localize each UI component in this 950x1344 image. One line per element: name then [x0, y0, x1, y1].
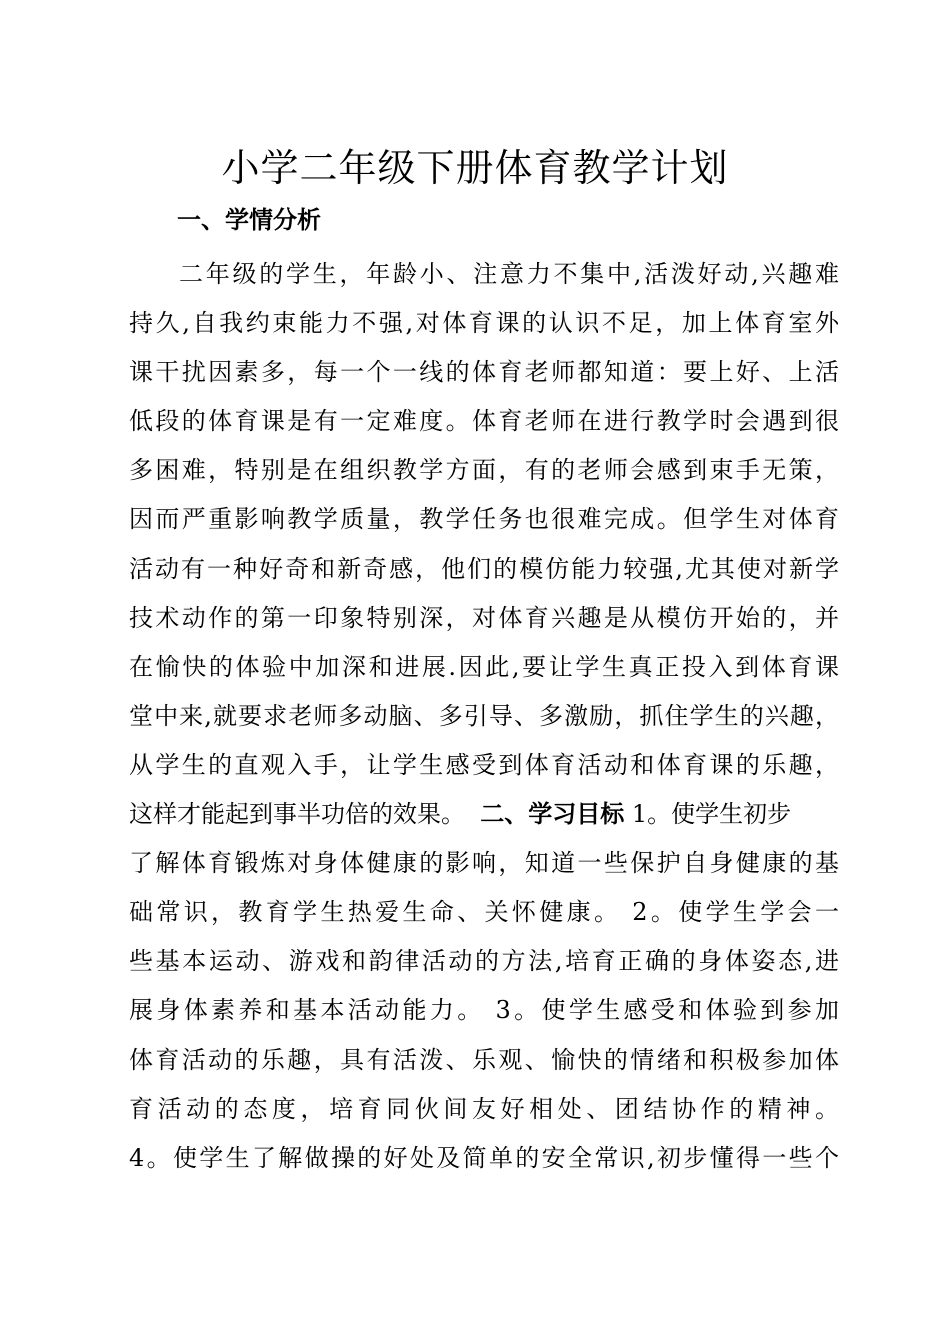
body-line: 4。使学生了解做操的好处及简单的安全常识,初步懂得一些个	[129, 1143, 839, 1172]
body-text: 1。使学生初步	[631, 800, 792, 829]
body-line: 活动有一种好奇和新奇感，他们的模仿能力较强,尤其使对新学	[129, 554, 839, 583]
document-body	[129, 250, 839, 1183]
body-text: 这样才能起到事半功倍的效果。	[129, 800, 465, 829]
body-line: 了解体育锻炼对身体健康的影响，知道一些保护自身健康的基	[129, 849, 839, 878]
section-heading-learning-analysis: 一、学情分析	[177, 206, 321, 234]
body-line: 体育活动的乐趣，具有活泼、乐观、愉快的情绪和积极参加体	[129, 1045, 839, 1074]
body-line: 础常识，教育学生热爱生命、关怀健康。 2。使学生学会一	[129, 898, 839, 927]
body-line: 在愉快的体验中加深和进展.因此,要让学生真正投入到体育课	[129, 652, 839, 681]
body-line: 技术动作的第一印象特别深，对体育兴趣是从模仿开始的，并	[129, 603, 839, 632]
body-line: 育活动的态度，培育同伙间友好相处、团结协作的精神。	[129, 1094, 839, 1123]
body-line: 持久,自我约束能力不强,对体育课的认识不足，加上体育室外	[129, 309, 839, 338]
body-line: 堂中来,就要求老师多动脑、多引导、多激励，抓住学生的兴趣，	[129, 701, 839, 730]
section-heading-learning-goals: 二、学习目标	[480, 800, 625, 829]
body-line: 二年级的学生，年龄小、注意力不集中,活泼好动,兴趣难	[179, 260, 839, 288]
document-title: 小学二年级下册体育教学计划	[221, 146, 729, 190]
body-line: 课干扰因素多，每一个一线的体育老师都知道：要上好、上活	[129, 358, 839, 387]
body-line: 从学生的直观入手，让学生感受到体育活动和体育课的乐趣，	[129, 750, 839, 779]
body-line: 低段的体育课是有一定难度。体育老师在进行教学时会遇到很	[129, 407, 839, 436]
body-line: 因而严重影响教学质量，教学任务也很难完成。但学生对体育	[129, 505, 839, 534]
body-line: 展身体素养和基本活动能力。 3。使学生感受和体验到参加	[129, 996, 839, 1025]
body-line: 些基本运动、游戏和韵律活动的方法,培育正确的身体姿态,进	[129, 947, 839, 976]
body-line-with-heading	[129, 790, 839, 839]
body-line: 多困难，特别是在组织教学方面，有的老师会感到束手无策，	[129, 456, 839, 485]
